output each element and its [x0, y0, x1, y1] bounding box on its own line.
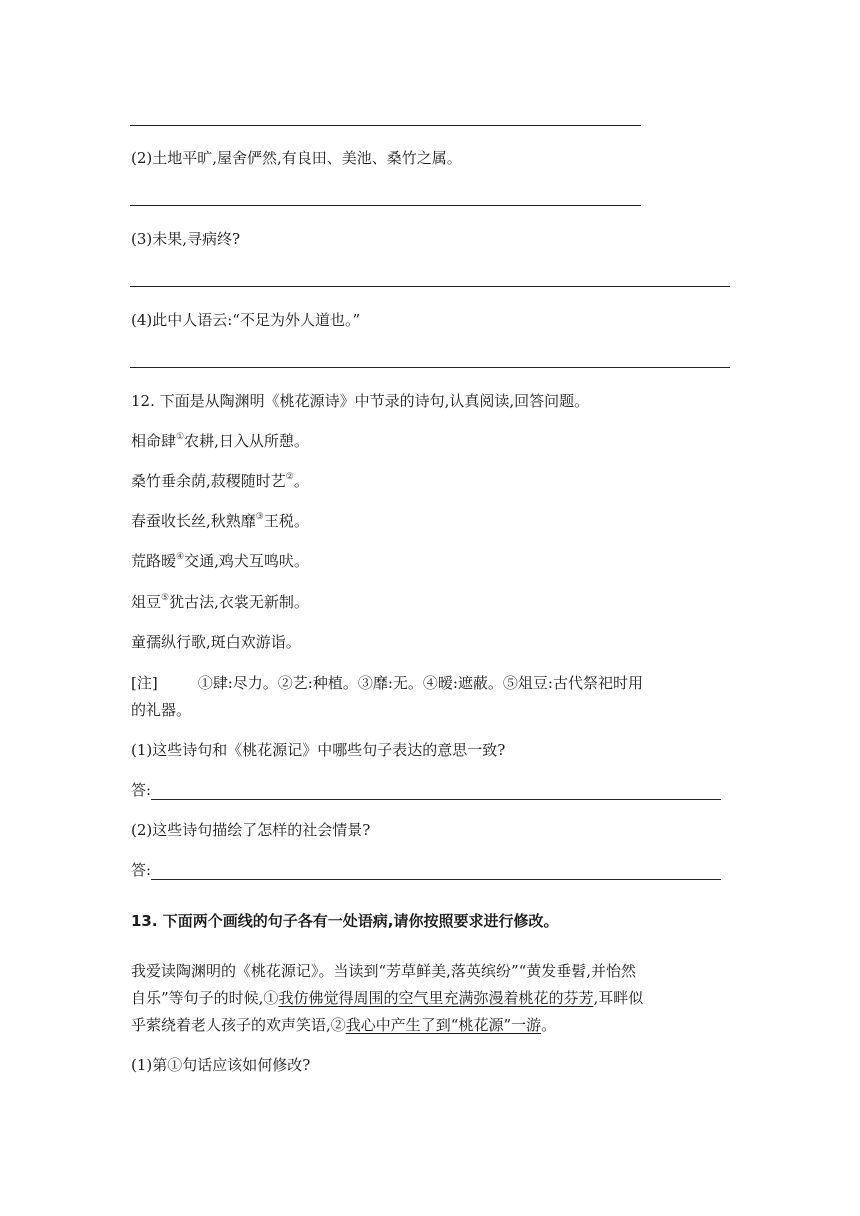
answer-line	[130, 205, 641, 206]
poem-line	[131, 431, 309, 451]
q12-sub1: (1)这些诗句和《桃花源记》中哪些句子表达的意思一致?	[131, 741, 506, 759]
footnote-marker: ①	[176, 432, 185, 442]
poem-text: 犹古法,衣裳无新制。	[169, 593, 309, 611]
poem-line	[131, 511, 309, 531]
q12-stem: 12. 下面是从陶渊明《桃花源诗》中节录的诗句,认真阅读,回答问题。	[131, 392, 590, 410]
footnote-marker: ②	[285, 472, 294, 482]
poem-line	[131, 592, 309, 612]
poem-text: 王税。	[263, 512, 309, 530]
underlined-sentence-2: 我心中产生了到“桃花源”一游	[345, 1016, 542, 1034]
answer-line[interactable]	[151, 865, 721, 880]
answer-line	[130, 125, 641, 126]
poem-line	[131, 632, 301, 652]
answer-row	[131, 860, 721, 880]
q13-para-line3	[131, 1015, 556, 1035]
answer-row	[131, 780, 721, 800]
footnote-marker: ③	[255, 512, 264, 522]
text-segment: ,耳畔似	[593, 989, 644, 1007]
answer-label: 答:	[131, 781, 152, 799]
q12-sub2: (2)这些诗句描绘了怎样的社会情景?	[131, 821, 371, 839]
text-segment: 自乐”等句子的时候,①	[131, 989, 279, 1007]
poem-text: 春蚕收长丝,秋熟靡	[131, 512, 256, 530]
text-segment: 乎萦绕着老人孩子的欢声笑语,②	[131, 1016, 346, 1034]
q13-para-line2	[131, 988, 643, 1008]
poem-text: 农耕,日入从所憩。	[184, 432, 309, 450]
q11-item-4: (4)此中人语云:“不足为外人道也。”	[131, 311, 361, 329]
poem-text: 桑竹垂余荫,菽稷随时艺	[131, 472, 286, 490]
q11-item-2: (2)土地平旷,屋舍俨然,有良田、美池、桑竹之属。	[131, 149, 462, 167]
footnote-marker: ⑤	[161, 593, 170, 603]
note-text: ①肆:尽力。②艺:种植。③靡:无。④暧:遮蔽。⑤俎豆:古代祭祀时用	[197, 674, 643, 692]
answer-line	[130, 286, 730, 287]
note-line	[131, 673, 643, 693]
poem-text: 俎豆	[131, 593, 162, 611]
answer-line[interactable]	[151, 785, 721, 800]
poem-text: 相命肆	[131, 432, 177, 450]
note-label: [注]	[131, 674, 158, 692]
q13-sub1: (1)第①句话应该如何修改?	[131, 1056, 311, 1074]
poem-line	[131, 551, 309, 571]
poem-text: 交通,鸡犬互鸣吠。	[184, 552, 309, 570]
note-continuation: 的礼器。	[131, 701, 192, 719]
poem-text: 童孺纵行歌,斑白欢游诣。	[131, 633, 301, 651]
underlined-sentence-1: 我仿佛觉得周围的空气里充满弥漫着桃花的芬芳	[278, 989, 594, 1007]
text-segment: 。	[541, 1016, 557, 1034]
q13-para-line1: 我爱读陶渊明的《桃花源记》。当读到“芳草鲜美,落英缤纷”“黄发垂髫,并怡然	[131, 962, 637, 980]
footnote-marker: ④	[176, 552, 185, 562]
poem-text: 。	[293, 472, 309, 490]
q13-stem: 13. 下面两个画线的句子各有一处语病,请你按照要求进行修改。	[131, 912, 559, 930]
poem-text: 荒路暧	[131, 552, 177, 570]
answer-label: 答:	[131, 861, 152, 879]
answer-line	[130, 367, 730, 368]
poem-line	[131, 471, 309, 491]
q11-item-3: (3)未果,寻病终?	[131, 230, 241, 248]
